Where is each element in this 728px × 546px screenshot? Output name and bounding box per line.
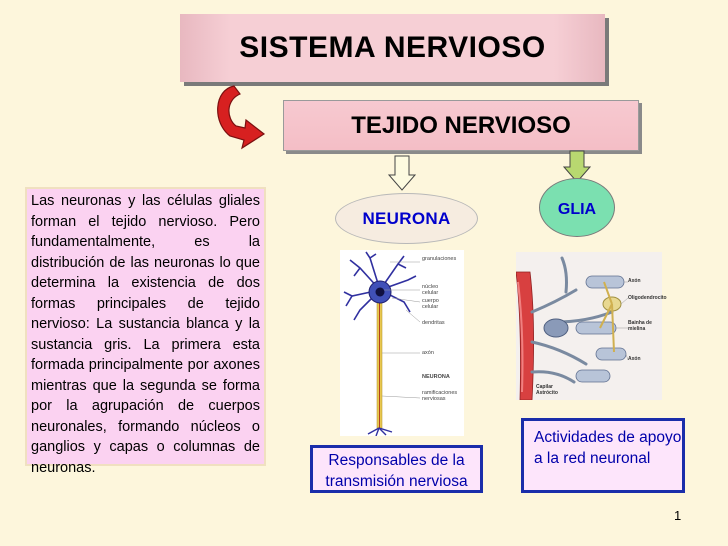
subtitle: TEJIDO NERVIOSO	[351, 111, 571, 139]
glia-label-axon-2: Axón	[628, 356, 641, 362]
neuron-label-axon: axón	[422, 350, 434, 356]
glia-label-axon-1: Axón	[628, 278, 641, 284]
neurona-caption-box	[310, 445, 483, 493]
neurona-label: NEURONA	[362, 208, 451, 228]
description-text: Las neuronas y las células gliales forman el tejido nervioso. Pero fundamentalmente, es la distribución de las neuronas lo que determina la existencia de dos formas principales de tejido nervioso: La sustancia blanca y la sustancia gris. La primera esta formada principalmente por axones mientras que la segunda se forma por la agrupación de cuerpos neuronales, formando núcleos o ganglios y capas o columnas de neuronas.	[31, 193, 260, 476]
neurona-caption: Responsables de la transmisión nerviosa	[325, 452, 468, 490]
neuron-label-neurona: NEURONA	[422, 374, 450, 380]
subtitle-box	[283, 100, 639, 151]
curved-arrow-icon	[208, 82, 268, 152]
down-arrow-icon	[388, 155, 416, 191]
description-panel	[25, 187, 266, 476]
page-title: SISTEMA NERVIOSO	[239, 31, 546, 64]
neuron-label-dendritas: dendritas	[422, 320, 445, 326]
neuron-label-nucleo: núcleo celular	[422, 284, 439, 296]
glia-label-oval	[539, 178, 615, 237]
page-number: 1	[674, 508, 682, 523]
glia-label: GLIA	[557, 201, 597, 218]
neurona-label-oval	[335, 193, 478, 244]
glia-image	[516, 252, 667, 400]
glia-caption-box	[521, 418, 685, 493]
glia-label-oligodendrocito: Oligodendrocito	[628, 295, 667, 301]
glia-label-capilar: Capilar	[536, 384, 553, 390]
neuron-label-cuerpo: cuerpo celular	[422, 298, 439, 310]
glia-caption: Actividades de apoyo a la red neuronal	[534, 429, 682, 467]
neuron-label-granulaciones: granulaciones	[422, 256, 457, 262]
title-box	[180, 14, 605, 82]
neuron-image	[340, 250, 464, 436]
glia-label-bainha: Bainha de mielina	[628, 320, 652, 332]
glia-label-astrocito: Astrócito	[536, 390, 558, 396]
neuron-label-ramificaciones: ramificaciones nerviosas	[422, 390, 458, 402]
